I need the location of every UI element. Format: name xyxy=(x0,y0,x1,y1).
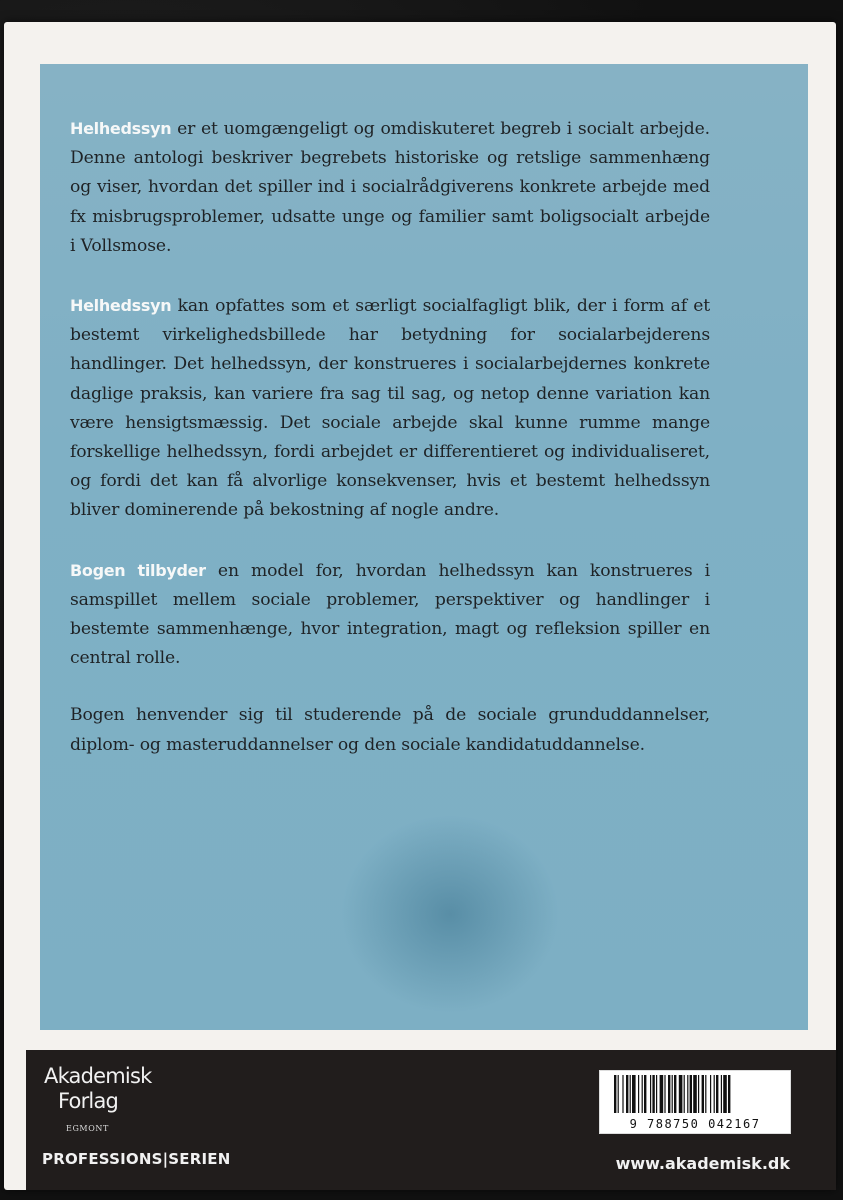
barcode-bar xyxy=(684,1075,685,1113)
paragraph-3-highlight: Bogen tilbyder xyxy=(70,560,206,580)
publisher-logo-line1: Akademisk xyxy=(44,1064,152,1088)
paragraph-2-highlight: Helhedssyn xyxy=(70,296,172,316)
barcode-bars xyxy=(600,1071,790,1117)
barcode-bar xyxy=(690,1075,692,1113)
barcode-bar xyxy=(638,1075,639,1113)
barcode-bar xyxy=(614,1075,616,1113)
barcode-bar xyxy=(674,1075,676,1113)
barcode-bar xyxy=(698,1075,699,1113)
barcode-bar xyxy=(721,1075,722,1113)
barcode-bar xyxy=(668,1075,670,1113)
barcode-bar xyxy=(672,1075,673,1113)
isbn-barcode xyxy=(599,1070,791,1134)
barcode-bar xyxy=(618,1075,619,1113)
publisher-logo-line2: Forlag xyxy=(58,1089,119,1113)
barcode-bar xyxy=(656,1075,657,1113)
blurb-paragraph-1 xyxy=(70,114,710,261)
barcode-bar xyxy=(626,1075,628,1113)
isbn-number: 9 788750 042167 xyxy=(629,1117,761,1131)
barcode-bar xyxy=(642,1075,643,1113)
barcode-bar xyxy=(693,1075,697,1113)
barcode-bar xyxy=(687,1075,688,1113)
series-name: PROFESSIONS|SERIEN xyxy=(42,1150,231,1168)
barcode-bar xyxy=(705,1075,706,1113)
cover-footer xyxy=(26,1050,836,1190)
paragraph-3-text: en model for, hvordan helhedssyn kan konstrueres i samspillet mellem sociale problemer, perspektiver og handlinger i bestemte sammenhænge, hvor integration, magt og refleksion spiller en central rolle. xyxy=(70,560,710,669)
paragraph-2-text: kan opfattes som et særligt socialfagligt blik, der i form af et bestemt virkelighedsbillede har betydning for socialarbejderens handlinger. Det helhedssyn, der konstrueres i socialarbejdernes konkrete daglige praksis, kan variere fra sag til sag, og netop denne variation kan være hensigtsmæssig. Det sociale arbejde skal kunne rumme mange forskellige helhedssyn, fordi arbejdet er differentieret og individualiseret, og fordi det kan få alvorlige konsekvenser, hvis et bestemt helhedssyn bliver dominerende på bekostning af nogle andre. xyxy=(70,296,710,521)
barcode-bar xyxy=(716,1075,718,1113)
paragraph-1-highlight: Helhedssyn xyxy=(70,119,172,138)
barcode-bar xyxy=(650,1075,651,1113)
barcode-bar xyxy=(723,1075,727,1113)
barcode-bar xyxy=(630,1075,631,1113)
barcode-bar xyxy=(728,1075,730,1113)
publisher-logo xyxy=(44,1064,151,1114)
book-back-cover xyxy=(4,22,836,1190)
barcode-bar xyxy=(644,1075,646,1113)
barcode-bar xyxy=(660,1075,664,1113)
barcode-bar xyxy=(710,1075,711,1113)
blurb-paragraph-3 xyxy=(70,556,710,674)
publisher-parent: EGMONT xyxy=(66,1124,109,1133)
barcode-bar xyxy=(679,1075,683,1113)
barcode-bar xyxy=(702,1075,704,1113)
blurb-paragraph-2 xyxy=(70,291,710,526)
publisher-website: www.akademisk.dk xyxy=(615,1154,790,1173)
barcode-bar xyxy=(622,1075,623,1113)
barcode-bar xyxy=(714,1075,715,1113)
barcode-bar xyxy=(664,1075,665,1113)
blurb-closing: Bogen henvender sig til studerende på de sociale grunduddannelser, diplom- og masteruddannelser og den sociale kandidatuddannelse. xyxy=(70,705,710,755)
barcode-bar xyxy=(632,1075,636,1113)
blurb-text xyxy=(70,114,710,790)
paragraph-1-text: er et uomgængeligt og omdiskuteret begreb i socialt arbejde. Denne antologi beskriver begrebets historiske og retslige sammenhæng og viser, hvordan det spiller ind i socialrådgiverens konkrete arbejde med fx misbrugsproblemer, udsatte unge og familier samt boligsocialt arbejde i Vollsmose. xyxy=(70,119,710,256)
barcode-bar xyxy=(652,1075,654,1113)
